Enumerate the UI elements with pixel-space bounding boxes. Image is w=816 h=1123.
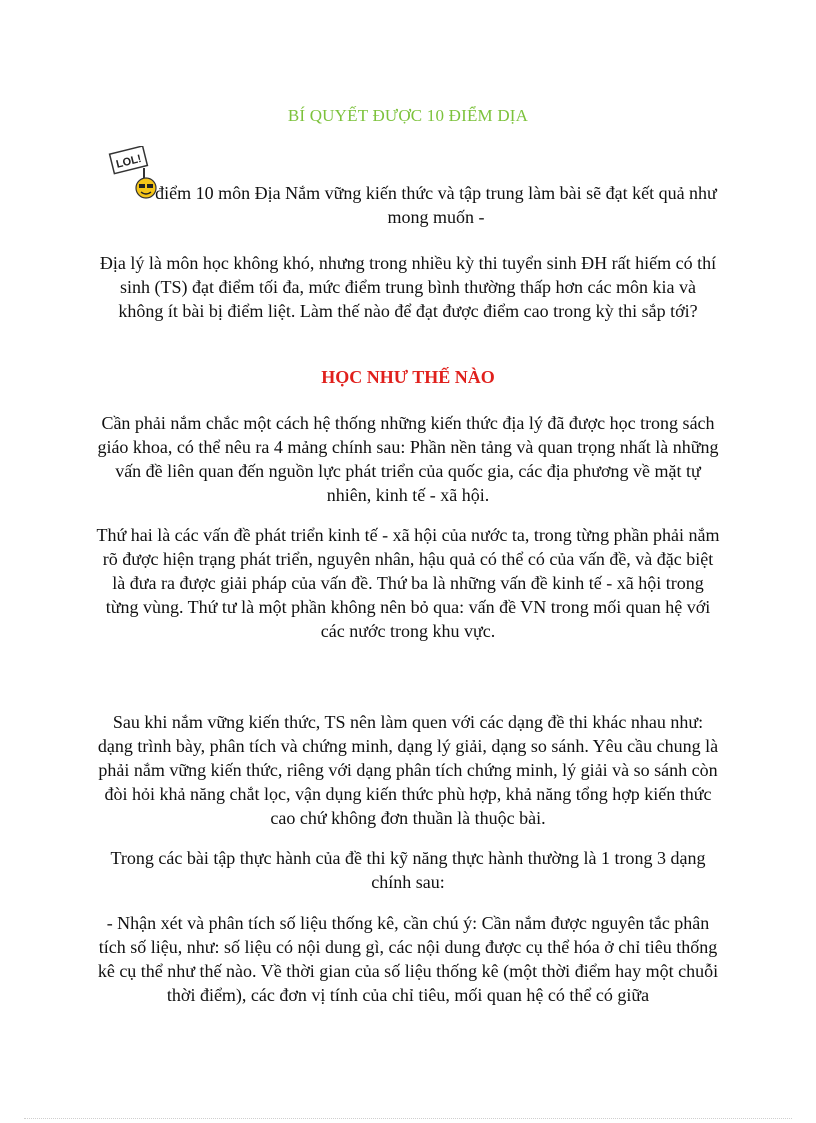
- paragraph-1: Địa lý là môn học không khó, nhưng trong nhiều kỳ thi tuyển sinh ĐH rất hiếm có thí sinh (TS) đạt điểm tối đa, mức điểm trung bình thường thấp hơn các môn kia và không ít bài bị điểm liệt. Làm thế nào để đạt được điểm cao trong kỳ thi sắp tới?: [99, 253, 717, 321]
- page-bottom-divider: [24, 1118, 792, 1119]
- section-heading: HỌC NHƯ THẾ NÀO: [321, 367, 495, 387]
- paragraph-2: Cần phải nắm chắc một cách hệ thống những kiến thức địa lý đã được học trong sách giáo khoa, có thể nêu ra 4 mảng chính sau: Phần nền tảng và quan trọng nhất là những vấn đề liên quan đến nguồn lực phát triển của quốc gia, các địa phương về mặt tự nhiên, kinh tế - xã hội.: [97, 413, 719, 505]
- paragraph-3: Thứ hai là các vấn đề phát triển kinh tế - xã hội của nước ta, trong từng phần phải nắm rõ được hiện trạng phát triển, nguyên nhân, hậu quả có thể có của vấn đề, và đặc biệt là đưa ra được giải pháp của vấn đề. Thứ ba là những vấn đề kinh tế - xã hội trong từng vùng. Thứ tư là một phần không nên bỏ qua: vấn đề VN trong mối quan hệ với các nước trong khu vực.: [96, 525, 720, 641]
- sticker-text: LOL!: [114, 152, 143, 171]
- intro-paragraph: điểm 10 môn Địa Nắm vững kiến thức và tập trung làm bài sẽ đạt kết quả như mong muốn -: [155, 183, 717, 227]
- paragraph-4: Sau khi nắm vững kiến thức, TS nên làm quen với các dạng đề thi khác nhau như: dạng trình bày, phân tích và chứng minh, dạng lý giải, dạng so sánh. Yêu cầu chung là phải nắm vững kiến thức, riêng với dạng phân tích chứng minh, lý giải và so sánh còn đòi hỏi khả năng chắt lọc, vận dụng kiến thức phù hợp, khả năng tổng hợp kiến thức cao chứ không đơn thuần là thuộc bài.: [97, 712, 719, 828]
- document-title: BÍ QUYẾT ĐƯỢC 10 ĐIỂM DỊA: [287, 106, 529, 125]
- paragraph-6: - Nhận xét và phân tích số liệu thống kê, cần chú ý: Cần nắm được nguyên tắc phân tích số liệu, như: số liệu có nội dung gì, các nội dung được cụ thể hóa ở chỉ tiêu thống kê cụ thể như thế nào. Về thời gian của số liệu thống kê (một thời điểm hay một chuỗi thời điểm), các đơn vị tính của chỉ tiêu, mối quan hệ có thể có giữa: [97, 913, 719, 1005]
- paragraph-5: Trong các bài tập thực hành của đề thi kỹ năng thực hành thường là 1 trong 3 dạng chính sau:: [110, 848, 706, 892]
